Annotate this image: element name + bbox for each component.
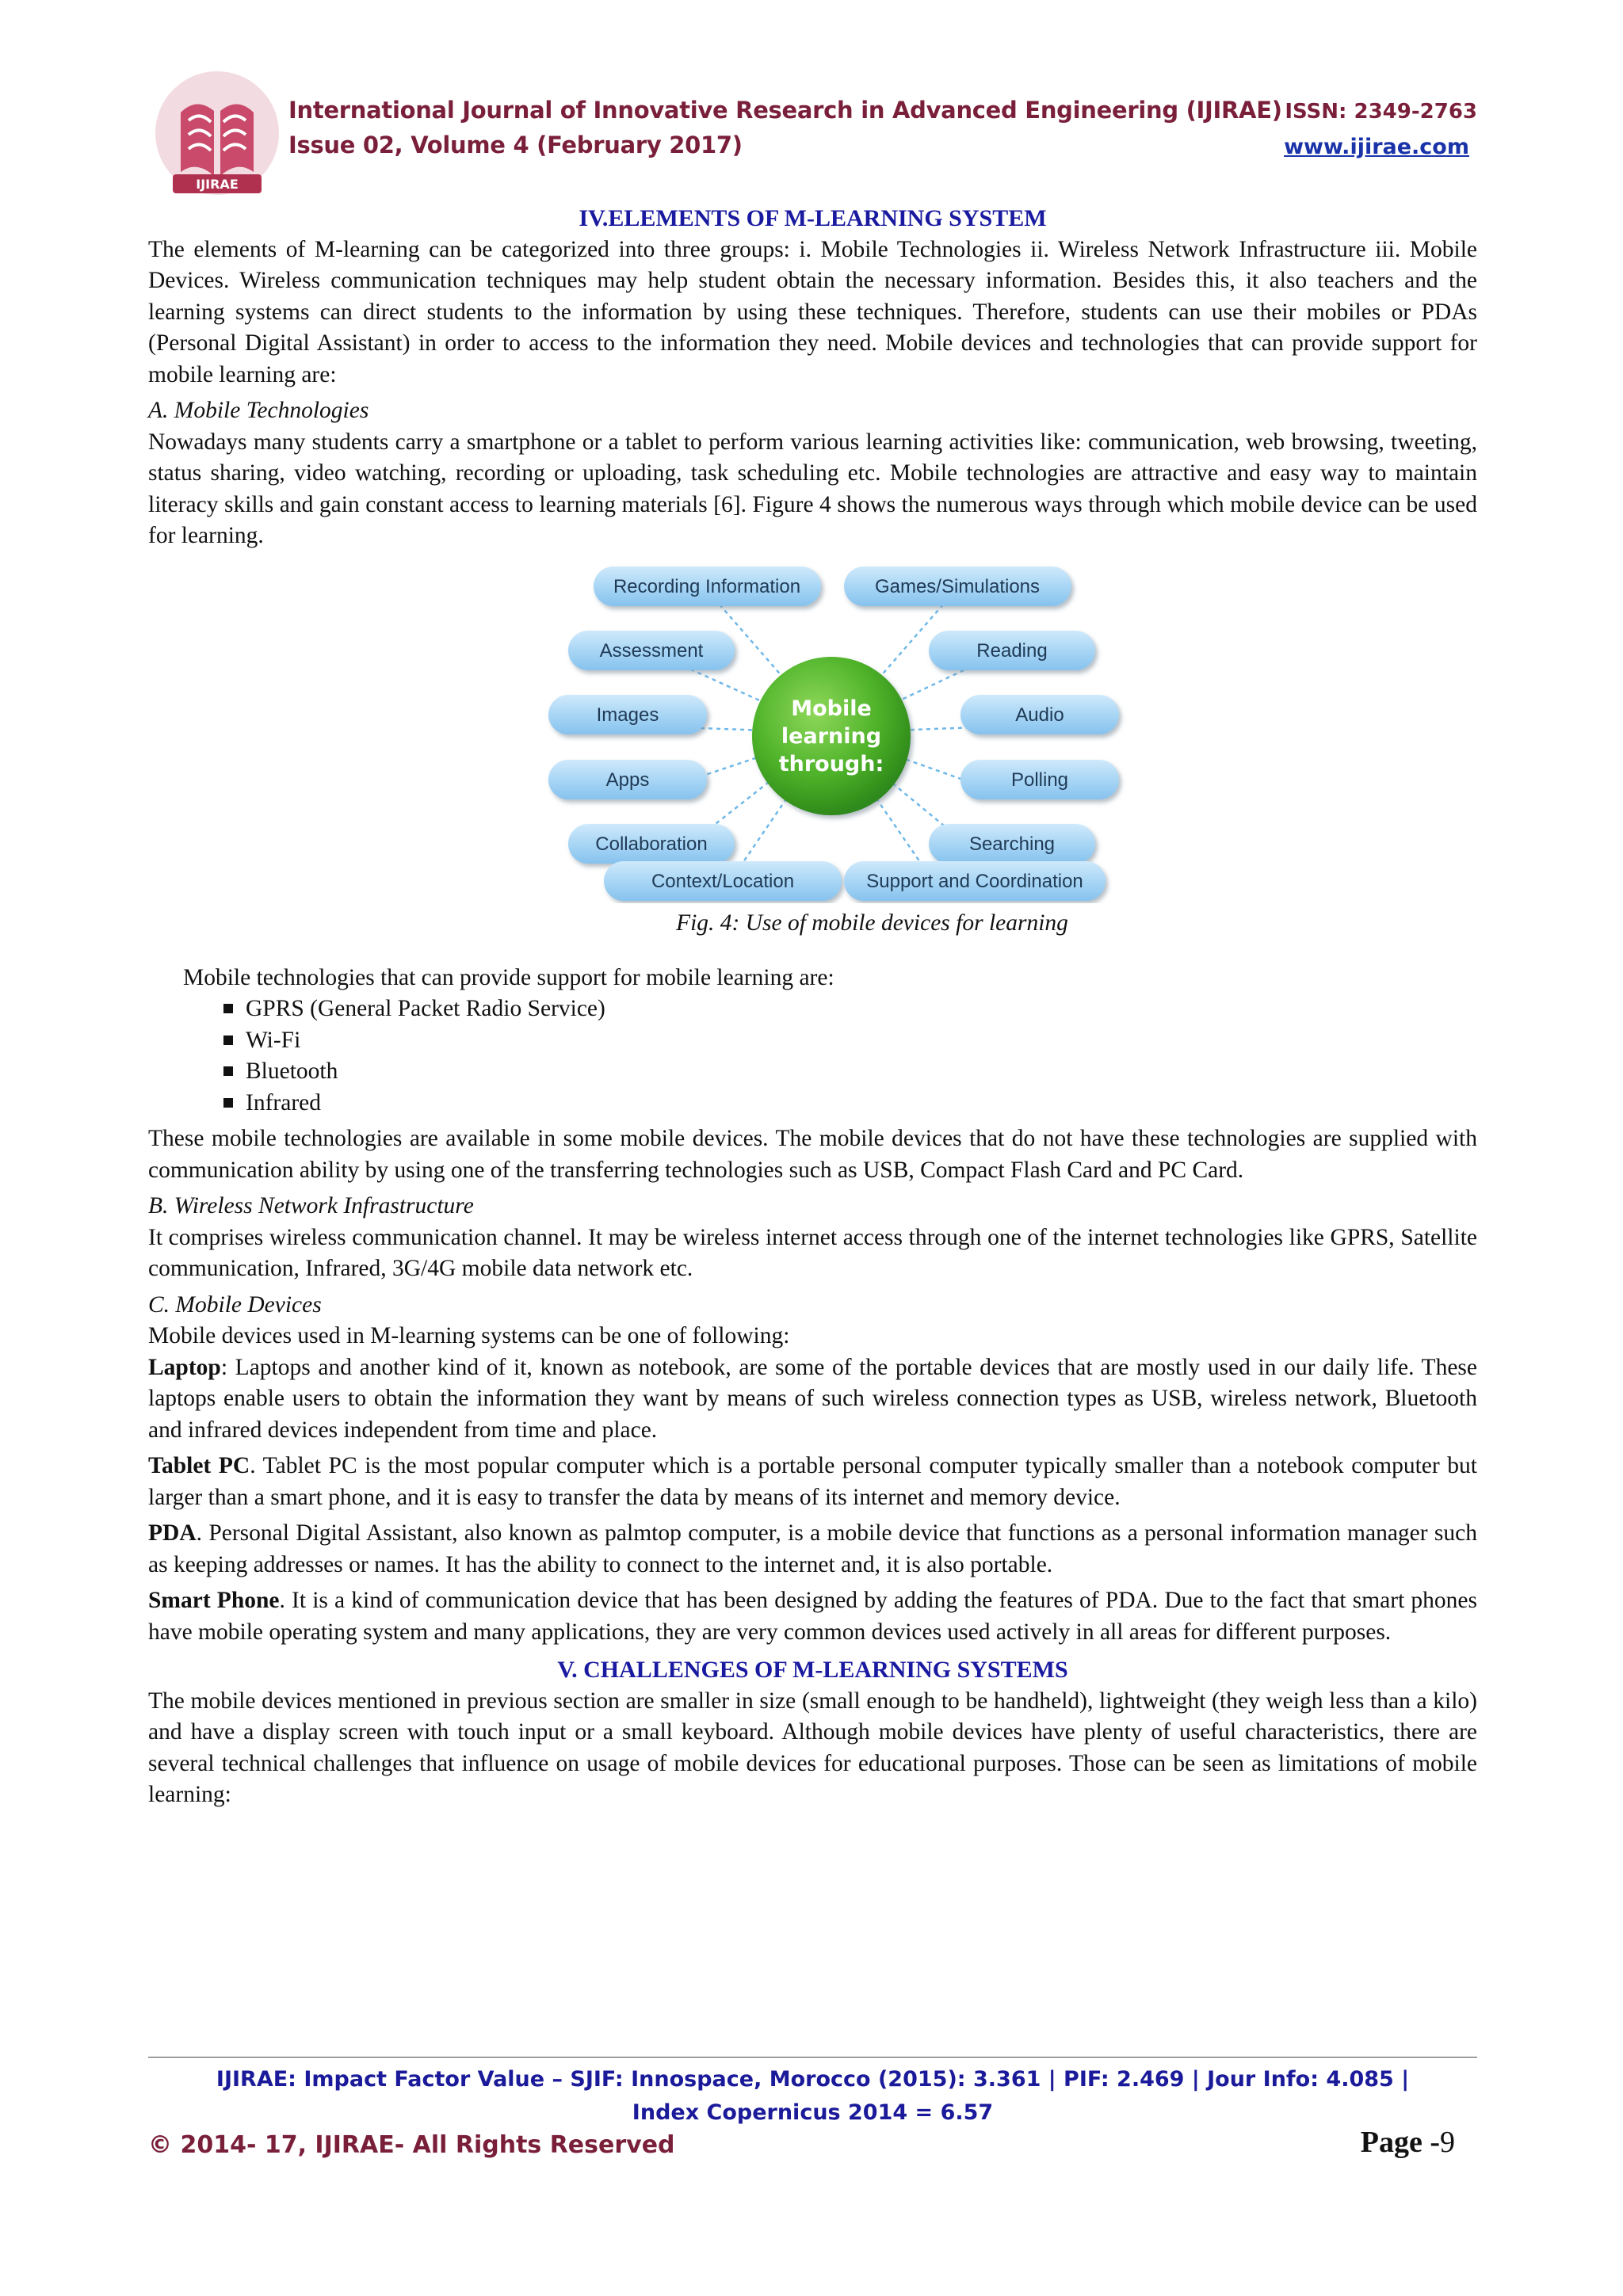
- device-text: . Personal Digital Assistant, also known as palmtop computer, is a mobile device that functions as a personal information manager such as keeping addresses or names. It has the ability to connect to the internet and, it is also portable.: [148, 1520, 1477, 1577]
- impact-line-2: Index Copernicus 2014 = 6.57: [632, 2100, 994, 2125]
- node-apps: [548, 760, 707, 799]
- node-searching: [929, 824, 1095, 864]
- svg-text:Images: Images: [596, 704, 659, 726]
- node-assessment: [568, 631, 735, 670]
- svg-text:Polling: Polling: [1010, 769, 1069, 791]
- svg-text:Games/Simulations: Games/Simulations: [874, 575, 1041, 597]
- svg-text:Reading: Reading: [976, 639, 1048, 662]
- svg-text:Context/Location: Context/Location: [651, 870, 795, 892]
- section4-intro: The elements of M-learning can be categorized into three groups: i. Mobile Technologies ii. Wireless Network Infrastructure iii. Mobile Devices. Wireless communication techniques may help student obtain the necessary information. Besides this, it also teachers and the learning systems can direct students to the information by using these techniques. Therefore, students can use their mobiles or PDAs (Personal Digital Assistant) in order to access to the information they need. Mobile devices and technologies that can provide support for mobile learning are:: [148, 236, 1477, 387]
- device-term: Smart Phone: [148, 1588, 280, 1613]
- device-text: . Tablet PC is the most popular computer which is a portable personal computer typically smaller than a notebook computer but larger than a smart phone, and it is easy to transfer the data by means of its internet and memory device.: [148, 1453, 1478, 1510]
- device-tablet: [148, 1451, 1477, 1513]
- svg-text:Support and Coordination: Support and Coordination: [866, 870, 1083, 892]
- list-item: Infrared: [223, 1088, 1477, 1119]
- wireless-network-text: It comprises wireless communication channel. It may be wireless internet access through one of the internet technologies like GPRS, Satellite communication, Infrared, 3G/4G mobile data network etc.: [148, 1224, 1477, 1281]
- node-images: [548, 695, 707, 734]
- node-collaboration: [568, 824, 735, 864]
- page-num: 9: [1440, 2126, 1455, 2159]
- tech-list: [148, 994, 1477, 1119]
- article-body: [148, 203, 1477, 1811]
- node-polling: [960, 760, 1119, 799]
- node-audio: [960, 695, 1119, 734]
- list-item: GPRS (General Packet Radio Service): [223, 994, 1477, 1025]
- device-term: Laptop: [148, 1354, 221, 1380]
- svg-text:Recording Information: Recording Information: [613, 575, 801, 597]
- section5-text: The mobile devices mentioned in previous section are smaller in size (small enough to be handheld), lightweight (they weigh less than a kilo) and have a display screen with touch input or a small keyboard. Although mobile devices have plenty of useful characteristics, there are several technical challenges that influence on usage of mobile devices for educational purposes. Those can be seen as limitations of mobile learning:: [148, 1688, 1477, 1807]
- device-smartphone: [148, 1585, 1477, 1648]
- svg-text:Mobile: Mobile: [791, 696, 872, 721]
- journal-title: International Journal of Innovative Research in Advanced Engineering (IJIRAE): [288, 97, 1282, 124]
- figure-4: [148, 559, 1477, 903]
- device-pda: [148, 1518, 1477, 1581]
- svg-text:Assessment: Assessment: [599, 639, 704, 662]
- mobile-devices-intro: Mobile devices used in M-learning systems can be one of following:: [148, 1323, 790, 1348]
- section-heading-5: V. CHALLENGES OF M-LEARNING SYSTEMS: [557, 1657, 1068, 1683]
- device-text: : Laptops and another kind of it, known as notebook, are some of the portable devices that are mostly used in our daily life. These laptops enable users to obtain the information they want by means of such wireless connection types as USB, wireless network, Bluetooth and infrared devices independent from time and place.: [148, 1354, 1477, 1443]
- list-item: Wi-Fi: [223, 1025, 1477, 1057]
- device-term: PDA: [148, 1520, 197, 1546]
- tech-after-text: These mobile technologies are available in some mobile devices. The mobile devices that do not have these technologies are supplied with communication ability by using one of the transferring technologies such as USB, Compact Flash Card and PC Card.: [148, 1126, 1477, 1183]
- svg-text:Collaboration: Collaboration: [595, 833, 708, 855]
- mobile-technologies-text: Nowadays many students carry a smartphone or a tablet to perform various learning activities like: communication, web browsing, tweeting, status sharing, video watching, recording or uploading, task scheduling etc. Mobile technologies are attractive and easy way to maintain literacy skills and gain constant access to learning materials [6]. Figure 4 shows the numerous ways through which mobile device can be used for learning.: [148, 429, 1477, 548]
- mobile-learning-diagram: [148, 559, 1477, 903]
- svg-text:Audio: Audio: [1015, 704, 1064, 726]
- svg-text:learning: learning: [781, 723, 882, 749]
- journal-logo: [149, 65, 285, 200]
- node-reading: [929, 631, 1095, 670]
- footer-divider: [148, 2057, 1477, 2058]
- node-support-coordination: [844, 861, 1106, 901]
- center-node: [752, 657, 911, 815]
- footer-impact: [148, 2063, 1477, 2130]
- svg-text:Apps: Apps: [605, 769, 650, 791]
- node-context-location: [604, 861, 842, 901]
- page-label: Page -: [1360, 2126, 1440, 2159]
- node-games-simulations: [844, 566, 1071, 606]
- device-laptop: [148, 1352, 1477, 1447]
- logo-text: IJIRAE: [196, 177, 239, 192]
- issue-info: Issue 02, Volume 4 (February 2017): [288, 132, 743, 158]
- device-text: . It is a kind of communication device that has been designed by adding the features of PDA. Due to the fact that smart phones have mobile operating system and many applications, they are very common devices used actively in all areas for different purposes.: [148, 1588, 1478, 1645]
- journal-url-link[interactable]: www.ijirae.com: [1284, 135, 1469, 159]
- svg-text:through:: through:: [778, 751, 884, 776]
- subheading-wireless-network: B. Wireless Network Infrastructure: [148, 1193, 474, 1219]
- issn: ISSN: 2349-2763: [1285, 100, 1477, 124]
- page-number: [1361, 2125, 1455, 2160]
- node-recording-information: [594, 566, 821, 606]
- copyright: © 2014- 17, IJIRAE- All Rights Reserved: [148, 2131, 675, 2159]
- subheading-mobile-technologies: A. Mobile Technologies: [148, 398, 369, 423]
- svg-text:Searching: Searching: [968, 833, 1056, 855]
- tech-list-intro: Mobile technologies that can provide support for mobile learning are:: [183, 964, 834, 990]
- impact-line-1: IJIRAE: Impact Factor Value – SJIF: Innospace, Morocco (2015): 3.361 | PIF: 2.469 | Jour Info: 4.085 |: [216, 2067, 1410, 2092]
- device-term: Tablet PC: [148, 1453, 250, 1478]
- figure-caption: Fig. 4: Use of mobile devices for learning: [676, 910, 1068, 936]
- section-heading-4: IV.ELEMENTS OF M-LEARNING SYSTEM: [579, 205, 1047, 231]
- list-item: Bluetooth: [223, 1056, 1477, 1088]
- subheading-mobile-devices: C. Mobile Devices: [148, 1291, 322, 1318]
